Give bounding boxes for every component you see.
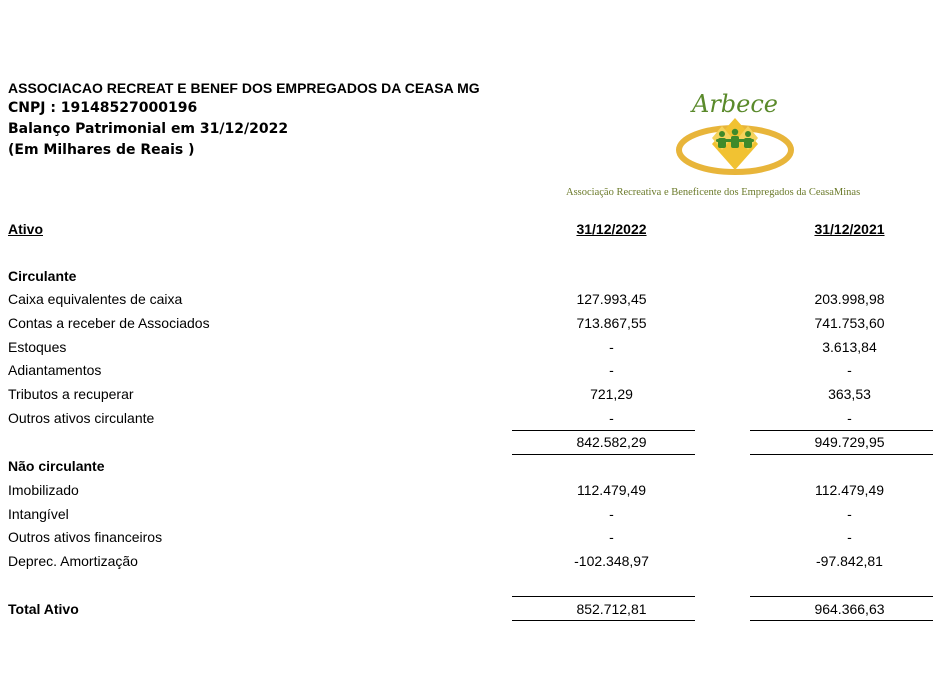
logo-wordmark: Arbece — [691, 90, 779, 118]
value-2022: 721,29 — [590, 386, 633, 402]
column-header-ativo: Ativo — [8, 221, 43, 237]
table-row — [8, 407, 908, 430]
total-label: Total Ativo — [8, 601, 79, 617]
total-rule-top — [750, 596, 933, 597]
company-name: ASSOCIACAO RECREAT E BENEF DOS EMPREGADOS DA CEASA MG — [8, 80, 480, 96]
row-label: Tributos a recuperar — [8, 386, 134, 402]
value-2021: - — [847, 506, 852, 522]
subtotal-row — [8, 431, 908, 454]
column-header-row — [8, 218, 908, 241]
row-label: Outros ativos circulante — [8, 410, 155, 426]
logo-figures — [716, 129, 754, 148]
cnpj: CNPJ : 19148527000196 — [8, 100, 198, 116]
total-rule-bottom — [512, 620, 695, 621]
document-header — [8, 78, 480, 161]
value-2022: - — [609, 339, 614, 355]
value-2022: - — [609, 529, 614, 545]
section-title-row — [8, 455, 908, 478]
row-label: Estoques — [8, 339, 67, 355]
row-label: Deprec. Amortização — [8, 553, 138, 569]
value-2022: - — [609, 362, 614, 378]
column-header-2021: 31/12/2021 — [814, 221, 885, 237]
row-label: Outros ativos financeiros — [8, 529, 163, 545]
total-rule-top — [512, 596, 695, 597]
subtotal-2021: 949.729,95 — [814, 434, 885, 450]
currency-unit: (Em Milhares de Reais ) — [8, 142, 195, 158]
value-2021: - — [847, 529, 852, 545]
value-2022: 127.993,45 — [576, 291, 647, 307]
row-label: Imobilizado — [8, 482, 79, 498]
row-label: Caixa equivalentes de caixa — [8, 291, 183, 307]
row-label: Intangível — [8, 506, 69, 522]
total-2021: 964.366,63 — [814, 601, 885, 617]
total-row — [8, 598, 908, 621]
row-label: Adiantamentos — [8, 362, 102, 378]
table-row — [8, 503, 908, 526]
value-2021: 203.998,98 — [814, 291, 885, 307]
table-row — [8, 288, 908, 311]
arbece-logo — [660, 82, 810, 182]
total-rule-bottom — [750, 620, 933, 621]
section-title-row — [8, 265, 908, 288]
table-row — [8, 383, 908, 406]
subtotal-2022: 842.582,29 — [576, 434, 647, 450]
table-row — [8, 550, 908, 573]
value-2022: 713.867,55 — [576, 315, 647, 331]
table-row — [8, 336, 908, 359]
value-2021: - — [847, 362, 852, 378]
value-2021: -97.842,81 — [816, 553, 883, 569]
statement-title: Balanço Patrimonial em 31/12/2022 — [8, 121, 289, 137]
value-2021: 363,53 — [828, 386, 871, 402]
value-2021: 3.613,84 — [822, 339, 877, 355]
table-row — [8, 312, 908, 335]
value-2022: - — [609, 506, 614, 522]
value-2021: - — [847, 410, 852, 426]
total-2022: 852.712,81 — [576, 601, 647, 617]
section-title-nao-circulante: Não circulante — [8, 458, 105, 474]
column-header-2022: 31/12/2022 — [576, 221, 647, 237]
section-title-circulante: Circulante — [8, 268, 77, 284]
table-row — [8, 359, 908, 382]
value-2021: 741.753,60 — [814, 315, 885, 331]
table-row — [8, 526, 908, 549]
value-2022: - — [609, 410, 614, 426]
logo-caption: Associação Recreativa e Beneficente dos Empregados da CeasaMinas — [566, 187, 861, 198]
value-2022: -102.348,97 — [574, 553, 649, 569]
table-row — [8, 479, 908, 502]
value-2021: 112.479,49 — [814, 482, 885, 498]
value-2022: 112.479,49 — [576, 482, 647, 498]
row-label: Contas a receber de Associados — [8, 315, 210, 331]
